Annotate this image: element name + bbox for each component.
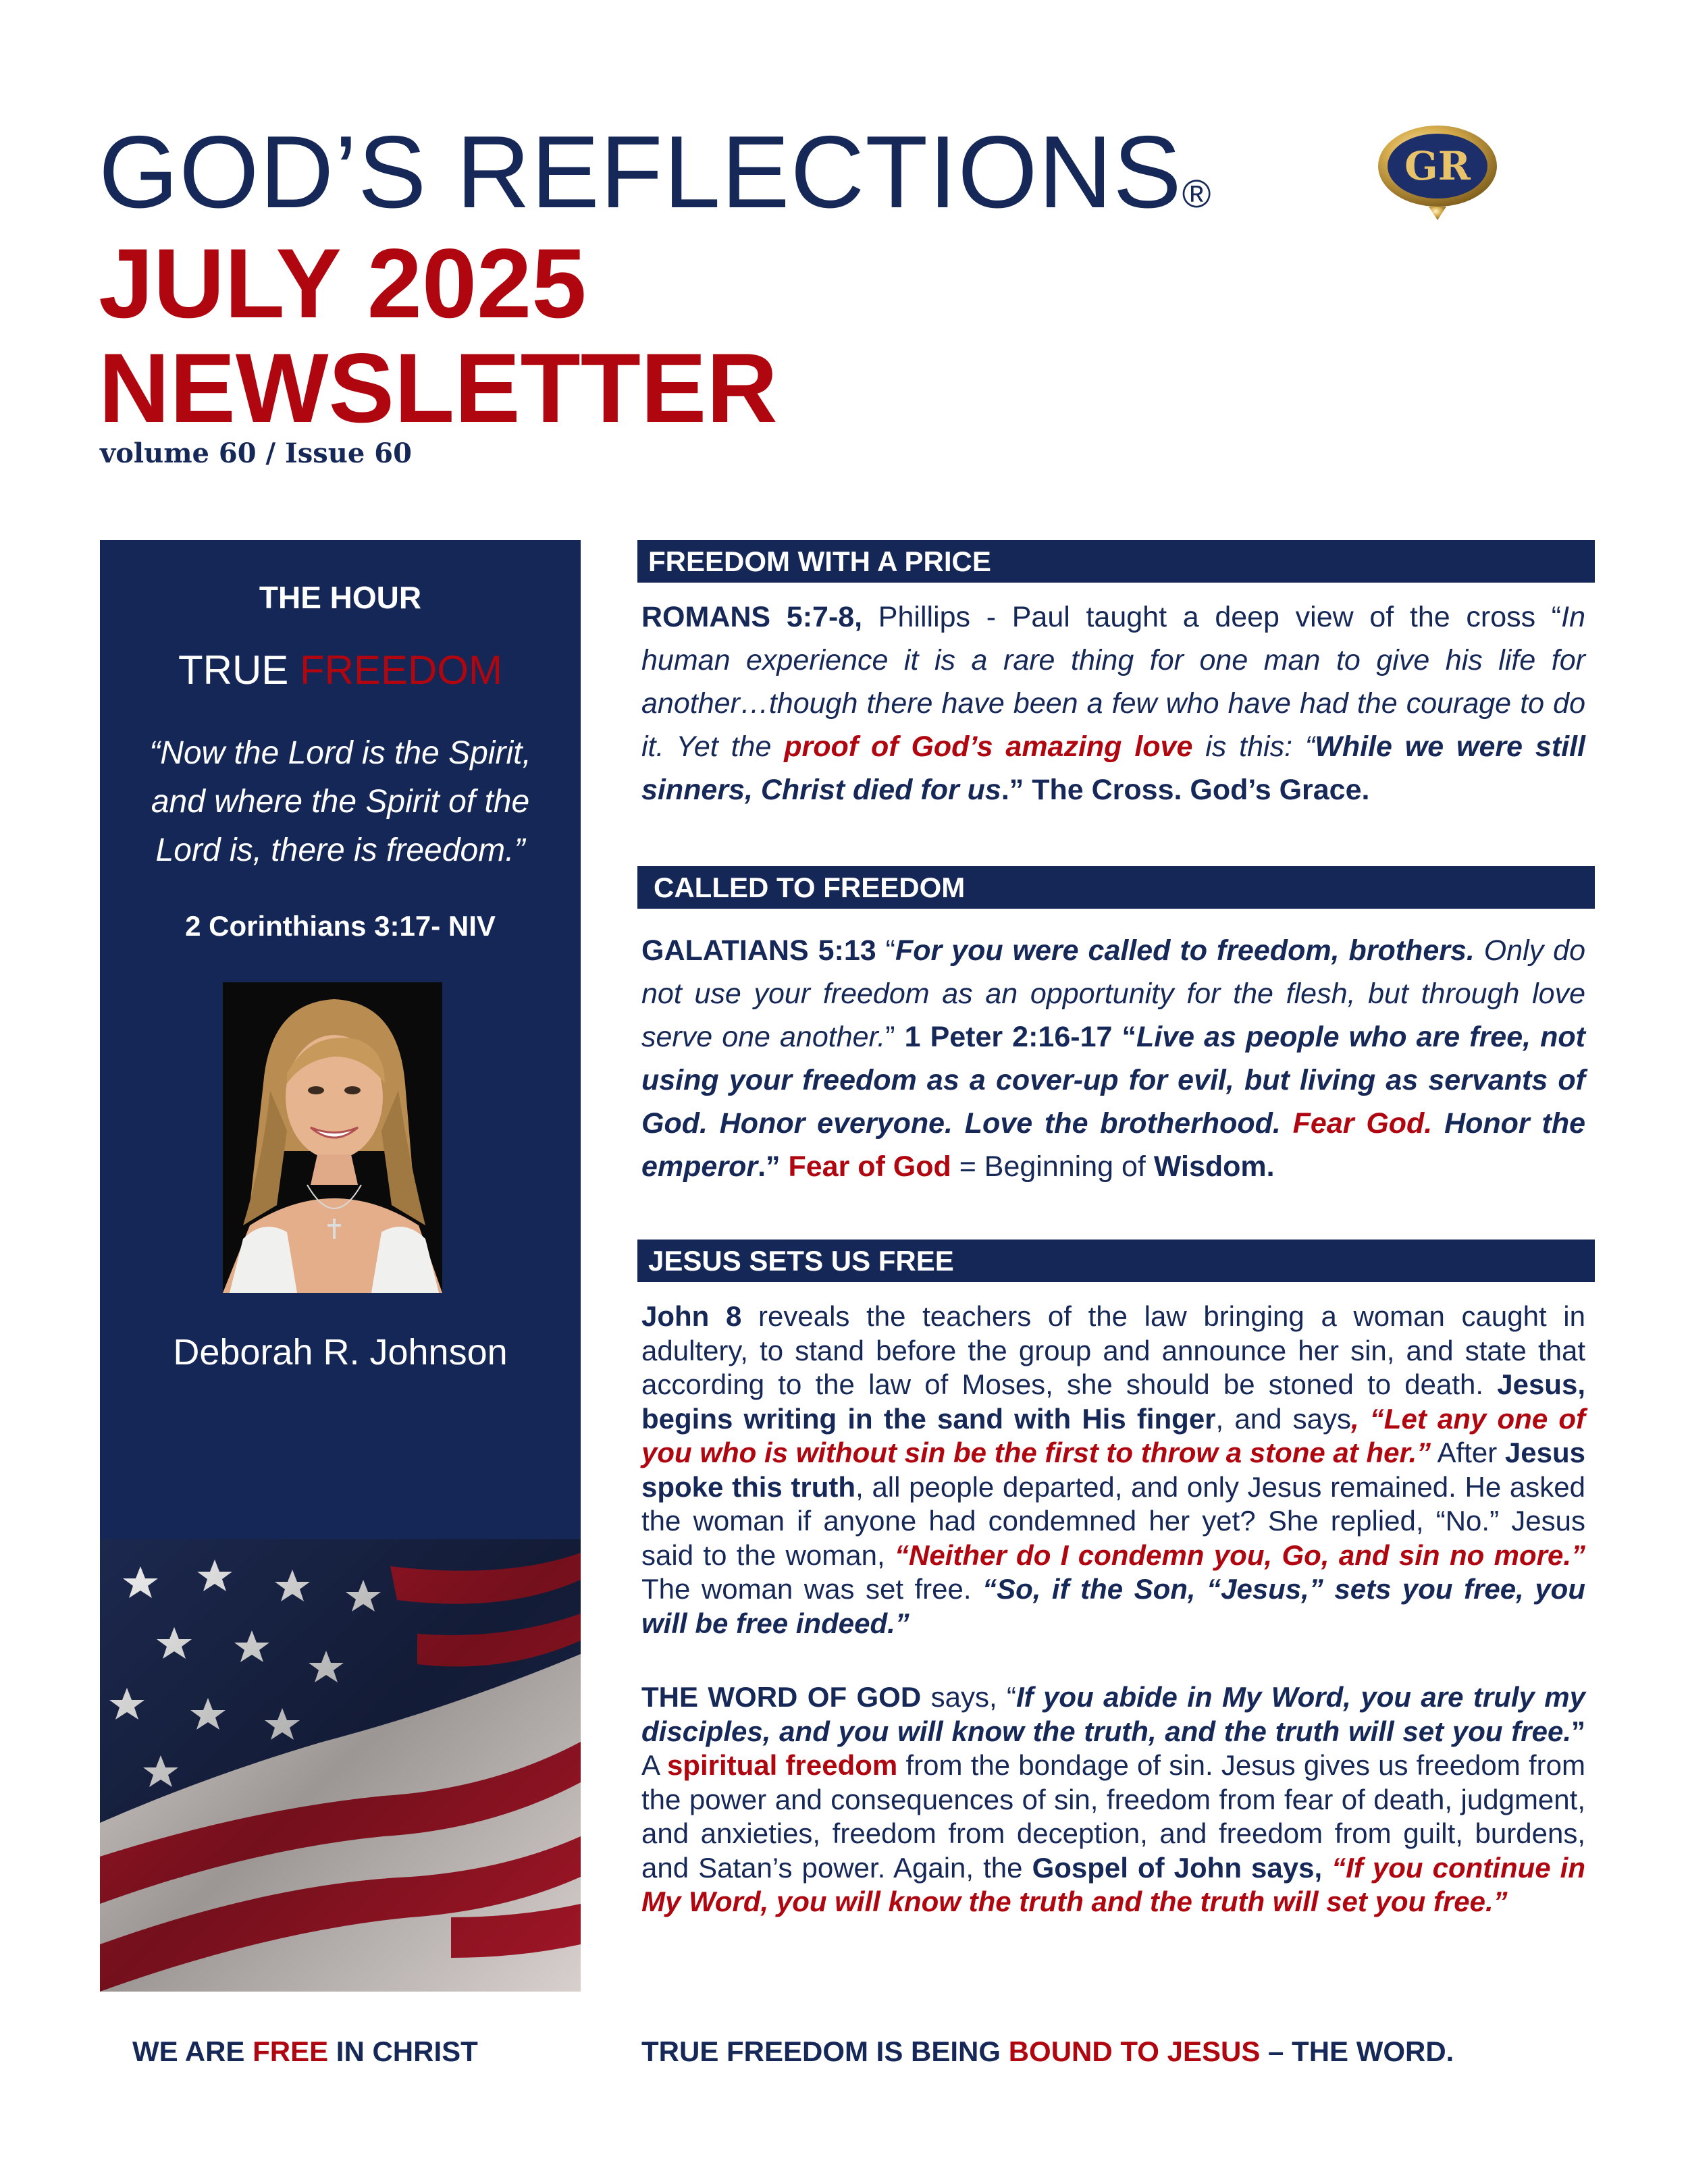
- text-span: 1 Peter 2:16-17: [904, 1021, 1113, 1053]
- sidebar-heading: THE HOUR: [259, 580, 422, 615]
- quote-line: Lord is, there is freedom.”: [155, 832, 525, 868]
- text-span: “Neither do I condemn you, Go, and sin no more.”: [894, 1539, 1585, 1571]
- text-span: WE ARE: [132, 2035, 253, 2067]
- text-span: ”: [1571, 1715, 1585, 1747]
- section-paragraph: [641, 1300, 1585, 1641]
- text-span: The woman was set free.: [641, 1573, 983, 1605]
- true-word: TRUE: [178, 647, 289, 693]
- text-span: , and says: [1215, 1402, 1351, 1435]
- masthead: [99, 115, 1471, 479]
- text-span: from the bondage of sin. Jesus gives us freedom from the power and consequences of sin, freedom from fear of death, judgment, and anxieties, freedom from deception, and freedom from guilt, burdens, and Satan’s power. Again, the: [641, 1749, 1585, 1884]
- section-heading-freedom-with-a-price: FREEDOM WITH A PRICE: [637, 540, 1595, 583]
- gr-logo-icon: [1375, 120, 1500, 221]
- author-name: Deborah R. Johnson: [173, 1332, 508, 1373]
- issue-label: NEWSLETTER: [99, 333, 778, 443]
- text-span: Jesus spoke this truth: [641, 1437, 1585, 1503]
- text-span: BOUND TO JESUS: [1008, 2035, 1261, 2067]
- registered-mark: ®: [1182, 172, 1212, 216]
- text-span: THE WORD OF GOD: [641, 1681, 922, 1713]
- text-span: In human experience it is a rare thing for one man to give his life for another…though there have been a few who have had the courage to do it. Yet the: [641, 601, 1585, 763]
- text-span: Honor the emperor: [641, 1107, 1585, 1183]
- text-span: TRUE FREEDOM IS BEING: [641, 2035, 1009, 2067]
- sidebar-quote: [100, 729, 581, 875]
- text-span: “: [876, 934, 895, 967]
- text-span: A: [641, 1749, 667, 1781]
- sidebar: [100, 540, 581, 1992]
- quote-line: and where the Spirit of the: [151, 784, 530, 820]
- text-span: reveals the teachers of the law bringing a woman caught in adultery, to stand before the group and announce her sin, and state that according to the law of Moses, she should be stoned to death.: [641, 1300, 1585, 1400]
- text-span: ”: [885, 1021, 905, 1053]
- sidebar-title: [100, 647, 581, 693]
- text-span: FREE: [253, 2035, 329, 2067]
- section-paragraph: [641, 595, 1585, 811]
- section-heading-called-to-freedom: CALLED TO FREEDOM: [637, 866, 1595, 909]
- volume-issue: volume 60 / Issue 60: [100, 437, 412, 469]
- text-span: John 8: [641, 1300, 742, 1332]
- text-span: For you were called to freedom, brothers.: [895, 934, 1475, 967]
- text-span: .” The Cross. God’s Grace.: [1001, 774, 1370, 806]
- text-span: While we were still sinners, Christ died for us: [641, 730, 1585, 806]
- text-span: says, “: [921, 1681, 1017, 1713]
- text-span: GALATIANS 5:13: [641, 934, 876, 967]
- text-span: Phillips - Paul taught a deep view of the cross “: [862, 601, 1562, 633]
- author-portrait: [223, 982, 442, 1293]
- text-span: “If you continue in My Word, you will know the truth and the truth will set you free.”: [641, 1851, 1585, 1917]
- text-span: ROMANS 5:7-8,: [641, 601, 863, 633]
- text-span: is this: “: [1192, 730, 1315, 763]
- text-span: spiritual freedom: [666, 1749, 898, 1781]
- text-span: If you abide in My Word, you are truly my disciples, and you will know the truth, and the truth will set you free.: [641, 1681, 1585, 1747]
- text-span: Fear of God: [788, 1150, 951, 1183]
- text-span: , “Let any one of you who is without sin be the first to throw a stone at her.”: [641, 1402, 1585, 1468]
- quote-reference: 2 Corinthians 3:17- NIV: [185, 910, 496, 942]
- text-span: proof of God’s amazing love: [784, 730, 1193, 763]
- text-span: = Beginning of: [951, 1150, 1154, 1183]
- section-paragraph: [641, 1680, 1585, 1919]
- text-span: – THE WORD.: [1260, 2035, 1454, 2067]
- freedom-word: FREEDOM: [300, 647, 502, 693]
- text-span: Only do not use your freedom as an opportunity for the flesh, but through love serve one another.: [641, 934, 1585, 1053]
- text-span: IN CHRIST: [328, 2035, 478, 2067]
- text-span: “So, if the Son, “Jesus,” sets you free, you will be free indeed.”: [641, 1573, 1585, 1639]
- text-span: Jesus, begins writing in the sand with His finger: [641, 1368, 1585, 1435]
- american-flag-image: [100, 1539, 581, 1992]
- text-span: Fear God.: [1280, 1107, 1433, 1140]
- quote-line: “Now the Lord is the Spirit,: [149, 735, 531, 771]
- text-span: Wisdom.: [1153, 1150, 1275, 1183]
- text-span: , all people departed, and only Jesus remained. He asked the woman if anyone had condemned her yet? She replied, “No.” Jesus said to the woman,: [641, 1470, 1585, 1571]
- text-span: “: [1112, 1021, 1136, 1053]
- title-text: GOD’S REFLECTIONS: [99, 115, 1182, 230]
- text-span: After: [1431, 1437, 1505, 1468]
- issue-month: JULY 2025: [99, 228, 587, 338]
- text-span: Live as people who are free, not using your freedom as a cover-up for evil, but living as servants of God. Honor everyone. Love the brotherhood.: [641, 1021, 1585, 1140]
- text-span: Gospel of John says,: [1032, 1851, 1323, 1884]
- footer-right: [641, 2035, 1454, 2068]
- section-heading-jesus-sets-us-free: JESUS SETS US FREE: [637, 1240, 1595, 1282]
- text-span: .”: [758, 1150, 789, 1183]
- section-paragraph: [641, 929, 1585, 1188]
- logo-text: GR: [1404, 143, 1471, 189]
- footer-left: [132, 2035, 478, 2068]
